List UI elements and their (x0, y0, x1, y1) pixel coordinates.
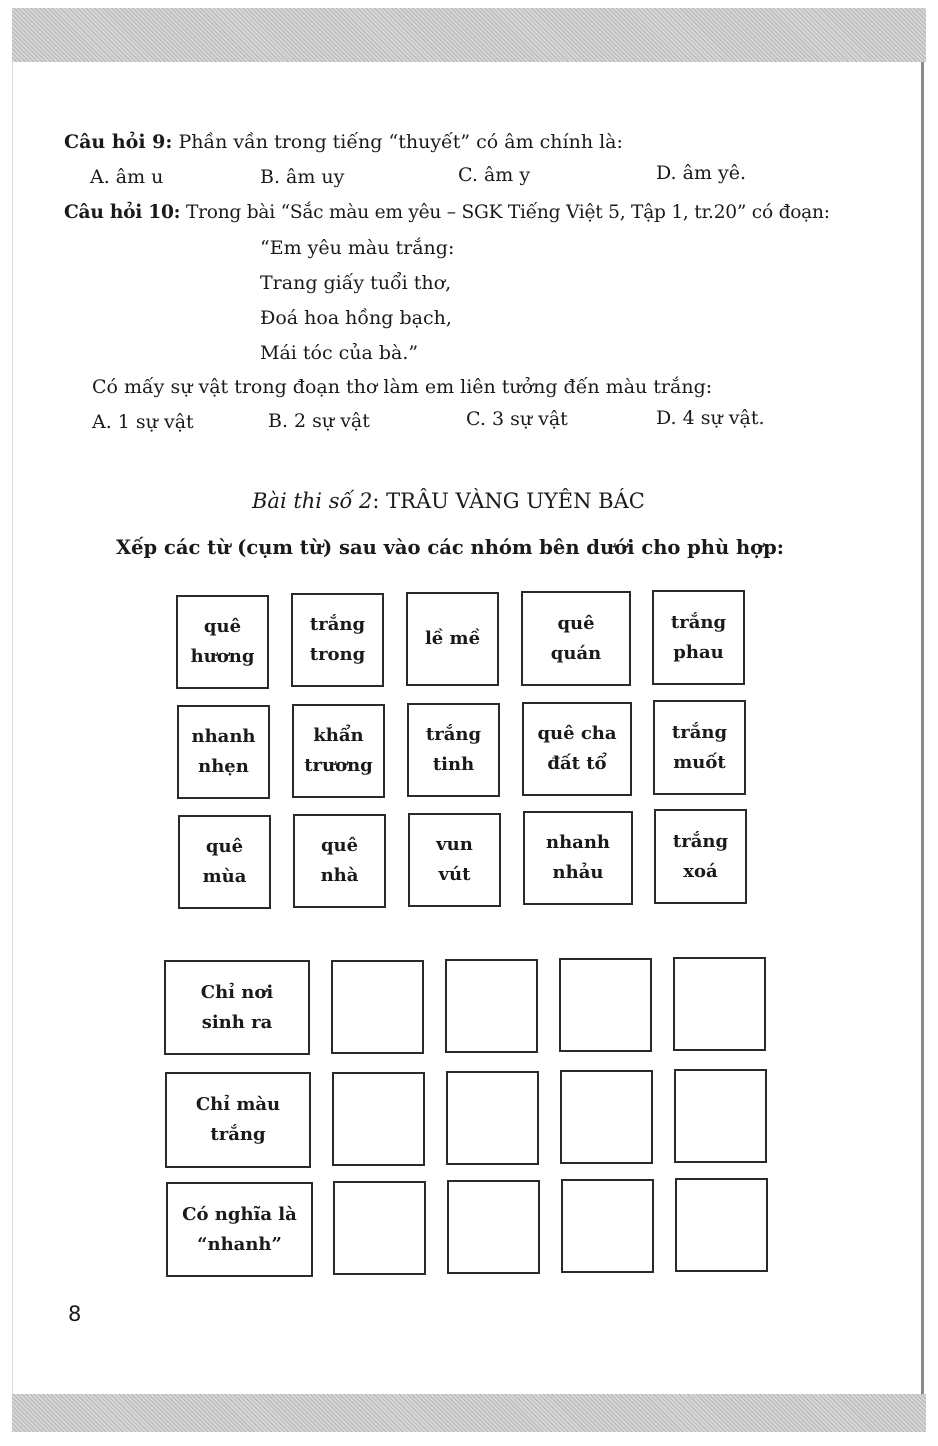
word-line: trắng (672, 830, 729, 852)
category-means-fast (166, 1182, 313, 1277)
word-line: trắng (670, 611, 727, 633)
answer-slot[interactable] (446, 1071, 539, 1165)
test-2-instruction: Xếp các từ (cụm từ) sau vào các nhóm bên dưới cho phù hợp: (116, 536, 784, 559)
category-line: sinh ra (201, 1011, 273, 1033)
answer-slot[interactable] (447, 1180, 540, 1274)
q10-option-a[interactable]: A. 1 sự vật (92, 411, 194, 433)
word-card-trang-trong[interactable] (291, 593, 384, 687)
word-card-nhanh-nhau[interactable] (523, 811, 633, 905)
question-10-label: Câu hỏi 10: (64, 202, 181, 223)
word-line: quê cha (537, 723, 617, 744)
q9-option-b[interactable]: B. âm uy (260, 166, 345, 188)
word-line: tinh (432, 754, 475, 775)
word-line: nhẹn (198, 756, 249, 777)
word-card-vun-vut[interactable] (408, 813, 501, 907)
word-line: khẩn (313, 725, 364, 746)
word-line: quê (557, 612, 595, 634)
word-line: trắng (425, 724, 482, 745)
word-line: mùa (202, 866, 247, 887)
page-left-edge (12, 62, 13, 1394)
answer-slot[interactable] (674, 1069, 767, 1163)
q10-option-c[interactable]: C. 3 sự vật (466, 408, 568, 430)
answer-slot[interactable] (331, 960, 424, 1054)
poem-line-4: Mái tóc của bà.” (260, 342, 419, 364)
word-line: quê (205, 836, 244, 857)
answer-slot[interactable] (673, 957, 766, 1051)
page-number: 8 (68, 1302, 82, 1326)
word-line: quê (320, 835, 359, 856)
word-line: trong (309, 644, 366, 665)
q10-option-d[interactable]: D. 4 sự vật. (656, 407, 765, 429)
answer-slot[interactable] (561, 1179, 654, 1273)
category-place-of-birth (164, 960, 310, 1055)
answer-slot[interactable] (333, 1181, 426, 1275)
category-line: “nhanh” (197, 1233, 282, 1255)
word-card-que-quan[interactable] (521, 591, 631, 686)
test-2-title-italic: Bài thi số 2 (252, 489, 373, 513)
word-line: trắng (309, 614, 366, 635)
q10-option-b[interactable]: B. 2 sự vật (268, 410, 370, 432)
word-line: vút (438, 864, 471, 885)
category-line: trắng (210, 1124, 266, 1145)
word-line: quán (550, 642, 602, 664)
answer-slot[interactable] (332, 1072, 425, 1166)
answer-slot[interactable] (675, 1178, 768, 1272)
category-line: Chỉ màu (195, 1094, 281, 1115)
question-9 (64, 131, 623, 153)
word-card-que-nha[interactable] (293, 814, 386, 908)
word-line: nhà (320, 865, 359, 886)
word-card-khan-truong[interactable] (292, 704, 385, 798)
word-line: nhanh (545, 832, 610, 853)
answer-slot[interactable] (445, 959, 538, 1053)
word-line: phau (673, 641, 724, 663)
word-line: hương (190, 646, 255, 667)
word-card-le-me[interactable] (406, 592, 499, 686)
footer-band (12, 1394, 926, 1432)
word-card-trang-tinh[interactable] (407, 703, 500, 797)
word-line: vun (436, 834, 473, 855)
test-2-title (252, 490, 645, 512)
word-line: đất tổ (547, 753, 607, 774)
question-10-text: Trong bài “Sắc màu em yêu – SGK Tiếng Việt 5, Tập 1, tr.20” có đoạn: (185, 202, 830, 223)
word-card-trang-phau[interactable] (652, 590, 745, 685)
question-10-question: Có mấy sự vật trong đoạn thơ làm em liên tưởng đến màu trắng: (92, 376, 713, 398)
word-line: xoá (683, 860, 718, 882)
header-band (12, 8, 926, 62)
word-line: trắng (671, 721, 728, 743)
word-line: trương (304, 755, 373, 776)
poem-line-2: Trang giấy tuổi thơ, (260, 272, 452, 294)
answer-slot[interactable] (560, 1070, 653, 1164)
word-line: muốt (673, 751, 726, 773)
category-line: Có nghĩa là (182, 1203, 297, 1225)
poem-line-3: Đoá hoa hồng bạch, (260, 307, 452, 329)
q9-option-a[interactable]: A. âm u (90, 166, 164, 188)
poem-line-1: “Em yêu màu trắng: (260, 237, 455, 259)
word-card-trang-muot[interactable] (653, 700, 746, 795)
question-9-label: Câu hỏi 9: (64, 131, 173, 153)
answer-slot[interactable] (559, 958, 652, 1052)
test-2-title-rest: : TRÂU VÀNG UYÊN BÁC (372, 489, 645, 513)
word-card-trang-xoa[interactable] (654, 809, 747, 904)
page-right-edge (921, 62, 924, 1394)
question-10 (64, 202, 830, 224)
word-card-que-huong[interactable] (176, 595, 269, 689)
word-line: nhảu (552, 862, 604, 883)
category-white-color (165, 1072, 311, 1168)
word-line: nhanh (191, 726, 256, 747)
question-9-text: Phần vần trong tiếng “thuyết” có âm chính là: (178, 131, 623, 153)
word-line: lề mề (424, 628, 481, 649)
word-card-que-cha-dat-to[interactable] (522, 702, 632, 796)
word-card-nhanh-nhen[interactable] (177, 705, 270, 799)
word-line: quê (203, 616, 242, 637)
q9-option-d[interactable]: D. âm yê. (656, 162, 747, 184)
q9-option-c[interactable]: C. âm y (458, 164, 531, 186)
category-line: Chỉ nơi (200, 981, 274, 1003)
word-card-que-mua[interactable] (178, 815, 271, 909)
